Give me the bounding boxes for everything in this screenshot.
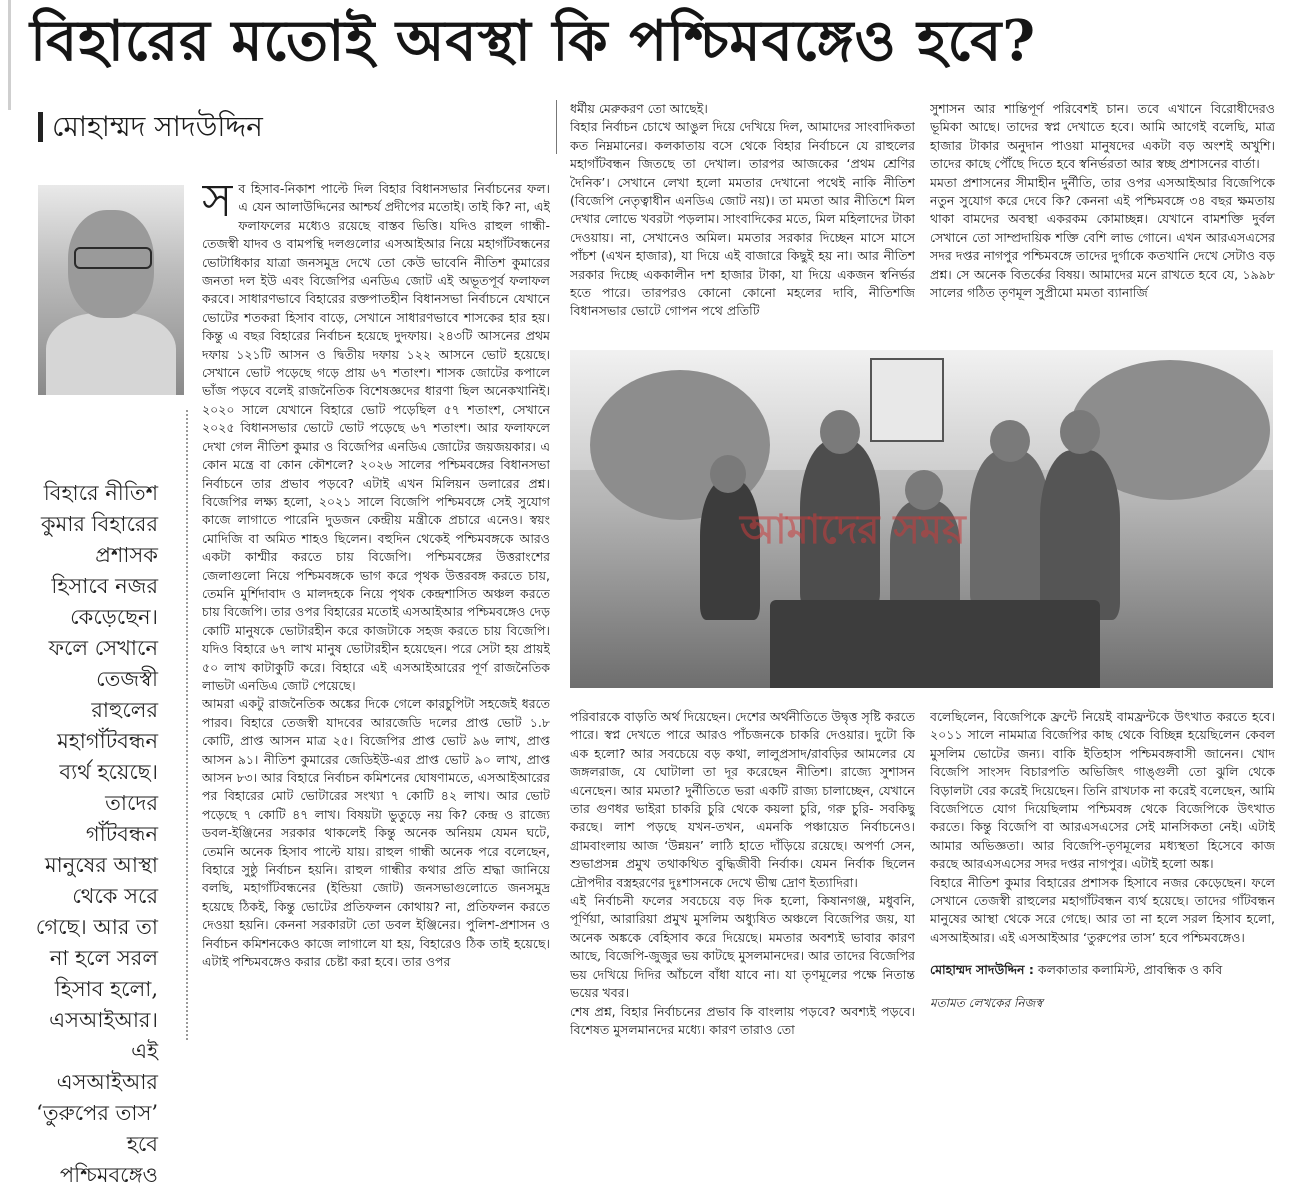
paragraph: আমরা একটু রাজনৈতিক অঙ্কের দিকে গেলে কারচুপিটা সহজেই ধরতে পারব। বিহারে তেজস্বী যাদবের আরজেডি দলের প্রাপ্ত ভোট ১.৮ কোটি, প্রাপ্ত আসন মাত্র ২৫। বিজেপির প্রাপ্ত ভোট ৯৬ লাখ, প্রাপ্ত আসন ৯১। নীতিশ কুমারের জেডিইউ-এর প্রাপ্ত ভোট ৯০ লাখ, প্রাপ্ত আসন ৮৩। আর বিহারে নির্বাচন কমিশনের ঘোষণামতে, এসআইআরের পর বিহারের মোট ভোটারের সংখ্যা ৭ কোটি ৪২ লাখ। আর ভোট পড়েছে ৭ কোটি ৪৭ লাখ। বিষয়টা ভুতুড়ে নয় কি? কেন্দ্র ও রাজ্যে ডবল-ইঞ্জিনের সরকার থাকলেই কিন্তু অনেক অনিয়ম যেমন ঘটে, তেমনি অনেক হিসাব পাল্টে যায়। রাহুল গান্ধী অনেক পরে বলেছেন, বিহারে সুষ্ঠু নির্বাচন হয়নি। রাহুল গান্ধীর কথার প্রতি শ্রদ্ধা জানিয়ে বলছি, মহাগাঁটবন্ধনের (ইন্ডিয়া জোট) জনসভাগুলোতে জনসমুদ্র হয়েছে ঠিকই, কিন্তু ভোটের প্রতিফলন কোথায়? না, প্রতিফলন করতে দেওয়া হয়নি। কেননা সরকারটা তো ডবল ইঞ্জিনের। পুলিশ-প্রশাসন ও নির্বাচন কমিশনকেও কাজে লাগালে যা হয়, বিহারেও ঠিক তাই হয়েছে। এটাই পশ্চিমবঙ্গেও করার চেষ্টা করা হবে। তার ওপর — [202, 696, 550, 970]
paragraph: শেষ প্রশ্ন, বিহার নির্বাচনের প্রভাব কি বাংলায় পড়বে? অবশ্যই পড়বে। বিশেষত মুসলমানদের মধ্যে। কারণ তারাও তো — [570, 1003, 915, 1037]
article-column-2-bottom — [570, 708, 915, 1073]
paragraph: বিহারে নীতিশ কুমার বিহারের প্রশাসক হিসাবে নজর কেড়েছেন। ফলে সেখানে তেজস্বী রাহুলের মহাগাঁটবন্ধন ব্যর্থ হয়েছে। তাদের গাঁটবন্ধন মানুষের আস্থা থেকে সরে গেছে। আর তা না হলে সরল হিসাব হলো, এসআইআর। এই এসআইআর ‘তুরুপের তাস’ হবে পশ্চিমবঙ্গেও। — [930, 874, 1275, 945]
paragraph: বলেছিলেন, বিজেপিকে ফ্রন্টে নিয়েই বামফ্রন্টকে উৎখাত করতে হবে। ২০১১ সালে নামমাত্র বিজেপির কাছ থেকে বিচ্ছিন্ন হয়েছিলেন কেবল মুসলিম ভোটের জন্য। বাকি ইতিহাস পশ্চিমবঙ্গবাসী জানেন। খোদ বিজেপি সাংসদ বিচারপতি অভিজিৎ গাঙ্গুলী তো ঝুলি থেকে বিড়ালটা বের করেই দিয়েছেন। তিনি রাখঢাক না করেই বলেছেন, আমি বিজেপিতে যোগ দিয়েছিলাম পশ্চিমবঙ্গ থেকে বিজেপিকে উৎখাত করতে। কিন্তু বিজেপি বা আরএসএসের সেই মানসিকতা নেই। এটাই আমার অভিজ্ঞতা। আর বিজেপি-তৃণমূলের মধ্যস্থতা হিসেবে কাজ করছে আরএসএসের সদর দপ্তর নাগপুর। এটাই হলো অঙ্ক। — [930, 709, 1275, 872]
paragraph: ব হিসাব-নিকাশ পাল্টে দিল বিহার বিধানসভার নির্বাচনের ফল। এ যেন আলাউদ্দিনের আশ্চর্য প্রদীপের মতোই। তাই কি? না, এই ফলাফলের মধ্যেও রয়েছে বাস্তব ভিত্তি। যদিও রাহুল গান্ধী-তেজস্বী যাদব ও বামপন্থি দলগুলোর এসআইআর নিয়ে মহাগাঁটবন্ধনের ভোটাধিকার যাত্রা জনসমুদ্র দেখে তো কেউ ভাবেনি নীতিশ কুমারের জনতা দল ইউ এবং বিজেপির এনডিএ জোট এই অভূতপূর্ব ফলাফল করবে। সাধারণভাবে বিহারের রক্তপাতহীন বিধানসভা নির্বাচনে যেখানে ভোটের শতকরা হিসাব বাড়ে, সেখানে সাধারণভাবে শাসকের হার হয়। কিন্তু এ বছর বিহারের নির্বাচন হয়েছে দুদফায়। ২৪৩টি আসনের প্রথম দফায় ১২১টি আসন ও দ্বিতীয় দফায় ১২২ আসনে ভোট হয়েছে। সেখানে ভোট পড়েছে গড়ে প্রায় ৬৭ শতাংশ। শাসক জোটের কপালে ভাঁজ পড়বে বলেই রাজনৈতিক বিশেষজ্ঞদের ধারণা ছিল অনেকখানিই। ২০২০ সালে যেখানে বিহারে ভোট পড়েছিল ৫৭ শতাংশ, সেখানে ২০২৫ বিধানসভার ভোটে ভোট পড়েছে ৬৭ শতাংশ। আর ফলাফলে দেখা গেল নীতিশ কুমার ও বিজেপির এনডিএ জোটের জয়জয়কার। এ কোন মন্ত্রে বা কোন কৌশলে? ২০২৬ সালের পশ্চিমবঙ্গের বিধানসভা নির্বাচনে তার প্রভাব পড়বে? এটাই এখন মিলিয়ন ডলারের প্রশ্ন। বিজেপির লক্ষ্য হলো, ২০২১ সালে বিজেপি পশ্চিমবঙ্গে সেই সুযোগ কাজে লাগাতে পারেনি দুডজন কেন্দ্রীয় মন্ত্রীকে প্রচারে এনেও। স্বয়ং মোদিজি বা অমিত শাহও ছিলেন। বহুদিন থেকেই পশ্চিমবঙ্গকে আরও একটা কাশ্মীর করতে চায় বিজেপি। পশ্চিমবঙ্গের উত্তরাংশের জেলাগুলো নিয়ে পশ্চিমবঙ্গকে ভাগ করে পৃথক উত্তরবঙ্গ করতে চায়, তেমনি মুর্শিদাবাদ ও মালদহকে নিয়ে পৃথক কেন্দ্রশাসিত অঞ্চল করতে চায় বিজেপি। তার ওপর বিহারের মতোই এসআইআর পশ্চিমবঙ্গেও দেড় কোটি মানুষকে ভোটারহীন করে কাজটাকে সহজ করতে চায় বিজেপি। যদিও বিহারে ৬৭ লাখ মানুষ ভোটারহীন হয়েছেন। পরে সেটা হয় প্রায়ই ৫০ লাখ কাটাকুটি করে। বিহারে এই এসআইআরের পূর্ণ রাজনৈতিক লাভটা এনডিএ জোট পেয়েছে। — [202, 181, 550, 693]
author-glasses — [74, 247, 152, 269]
article-column-1 — [202, 180, 550, 1070]
paragraph: বিহার নির্বাচন চোখে আঙুল দিয়ে দেখিয়ে দিল, আমাদের সাংবাদিকতা কত নিম্নমানের। কলকাতায় বসে থেকে বিহার নির্বাচনে যে রাহুলের মহাগাঁটবন্ধন জিতছে তা দেখাল। তারপর আজকের ‘প্রথম শ্রেণির দৈনিক’। সেখানে লেখা হলো মমতার দেখানো পথেই নাকি নীতিশ (বিজেপি নেতৃত্বাধীন এনডিএ জোট নয়)। তা মমতা আর নীতিশে মিল দেখার লোভে খবরটা পড়লাম। সাংবাদিকের মতে, মিল মহিলাদের টাকা দেওয়ায়। না, সেখানেও অমিল। মমতার সরকার দিচ্ছেন মাসে মাসে পাঁচশ (এখন হাজার), যা দিয়ে এই বাজারে কিছুই হয় না। আর নীতিশ সরকার দিচ্ছে এককালীন দশ হাজার টাকা, যা দিয়ে একজন স্বনির্ভর হতে পারে। তারপরও কোনো কোনো মহলের দাবি, নীতিশজি বিধানসভার ভোটে গোপন পথে প্রতিটি — [570, 119, 915, 319]
photo-vehicle — [770, 600, 1100, 688]
article-column-3-top — [930, 100, 1275, 345]
pullquote-divider — [186, 410, 188, 1040]
opinion-note: মতামত লেখকের নিজস্ব — [930, 995, 1043, 1010]
signature-description: কলকাতার কলামিস্ট, প্রাবন্ধিক ও কবি — [1033, 962, 1223, 978]
paragraph: সুশাসন আর শান্তিপূর্ণ পরিবেশই চান। তবে এখানে বিরোধীদেরও ভূমিকা আছে। তাদের স্বপ্ন দেখাতে হবে। আমি আগেই বলেছি, মাত্র হাজার টাকার অনুদান পাওয়া মানুষদের একটা বড় অংশই অখুশি। তাদের কাছে পৌঁছে দিতে হবে স্বনির্ভরতা আর স্বচ্ছ প্রশাসনের বার্তা। — [930, 101, 1275, 172]
paragraph: ধর্মীয় মেরুকরণ তো আছেই। — [570, 101, 708, 116]
photo-person-head — [990, 420, 1030, 462]
photo-person-head — [710, 455, 746, 493]
signature-name: মোহাম্মদ সাদউদ্দিন : — [930, 962, 1034, 978]
headline: বিহারের মতোই অবস্থা কি পশ্চিমবঙ্গেও হবে? — [30, 8, 1037, 74]
paragraph: মমতা প্রশাসনের সীমাহীন দুর্নীতি, তার ওপর এসআইআর বিজেপিকে নতুন সুযোগ করে দেবে কি? কেননা এই পশ্চিমবঙ্গে ৩৪ বছর ক্ষমতায় থাকা বামদের অবস্থা একরকম কোমাচ্ছন্ন। যেখানে বামশক্তি দুর্বল সেখানে তো সাম্প্রদায়িক শক্তি বেশি লাভ গোনে। এখন আরএসএসের সদর দপ্তর নাগপুর পশ্চিমবঙ্গে তাদের দুর্গাকে কতখানি দেখে সেটাও বড় প্রশ্ন। সে অনেক বিতর্কের বিষয়। আমাদের মনে রাখতে হবে যে, ১৯৯৮ সালের গঠিত তৃণমূল সুপ্রীমো মমতা ব্যানার্জি — [930, 174, 1275, 301]
pullquote: বিহারে নীতিশ কুমার বিহারের প্রশাসক হিসাবে নজর কেড়েছেন। ফলে সেখানে তেজস্বী রাহুলের মহাগাঁটবন্ধন ব্যর্থ হয়েছে। তাদের গাঁটবন্ধন মানুষের আস্থা থেকে সরে গেছে। আর তা না হলে সরল হিসাব হলো, এসআইআর। এই এসআইআর ‘তুরুপের তাস’ হবে পশ্চিমবঙ্গেও — [35, 481, 158, 1187]
byline: মোহাম্মদ সাদউদ্দিন — [52, 110, 263, 143]
photo-person — [970, 450, 1050, 610]
page-edge-rule — [8, 0, 11, 110]
byline-bar — [38, 112, 43, 142]
paragraph: পরিবারকে বাড়তি অর্থ দিয়েছেন। দেশের অর্থনীতিতে উদ্বৃত্ত সৃষ্টি করতে পারে। স্বপ্ন দেখতে পারে আরও পাঁচজনকে চাকরি দেওয়ার। দুটো কি এক হলো? আর সবচেয়ে বড় কথা, লালুপ্রসাদ/রাবড়ির আমলের যে জঙ্গলরাজ, যে ঘোটালা তা দূর করেছেন নীতিশ। রাজ্যে সুশাসন এনেছেন। আর মমতা? দুর্নীতিতে ভরা একটি রাজ্য চালাচ্ছেন, যেখানে তার গুণধর ভাইরা চাকরি চুরি থেকে কয়লা চুরি, গরু চুরি- সবকিছু করছে। লাশ পড়ছে যখন-তখন, এমনকি পঞ্চায়েত নির্বাচনেও। গ্রামবাংলায় আজ ‘উন্নয়ন’ লাঠি হাতে দাঁড়িয়ে রয়েছে। অপর্ণা সেন, শুভাপ্রসন্ন প্রমুখ তথাকথিত বুদ্ধিজীবী নির্বাক। যেমন নির্বাক ছিলেন দ্রৌপদীর বস্ত্রহরণের দুঃশাসনকে দেখে ভীষ্ম দ্রোণ ইত্যাদিরা। — [570, 709, 915, 890]
rally-photo — [570, 350, 1273, 688]
newspaper-watermark: আমাদের সময় — [740, 507, 966, 553]
photo-poster — [870, 358, 944, 442]
dropcap: স — [202, 180, 233, 227]
author-signature — [930, 961, 1275, 979]
column-divider — [556, 100, 557, 154]
photo-person-head — [1060, 410, 1100, 454]
article-column-2-top — [570, 100, 915, 345]
photo-person — [1040, 450, 1120, 620]
paragraph: এই নির্বাচনী ফলের সবচেয়ে বড় দিক হলো, কিষানগঞ্জ, মধুবনি, পূর্ণিয়া, আরারিয়া প্রমুখ মুসলিম অধ্যুষিত অঞ্চলে বিজেপির জয়, যা অনেক অঙ্ককে বেহিসাব করে দিয়েছে। মমতার অবশ্যই ভাবার কারণ আছে, বিজেপি-জুজুর ভয় কাটছে মুসলমানদের। আর তাদের বিজেপির ভয় দেখিয়ে দিদির আঁচলে বাঁধা যাবে না। যা তৃণমূলের পক্ষে নিতান্ত ভয়ের খবর। — [570, 893, 915, 1001]
photo-person-head — [820, 410, 860, 454]
author-shirt — [46, 313, 176, 395]
article-column-3-bottom — [930, 708, 1275, 1073]
author-photo — [38, 185, 184, 395]
